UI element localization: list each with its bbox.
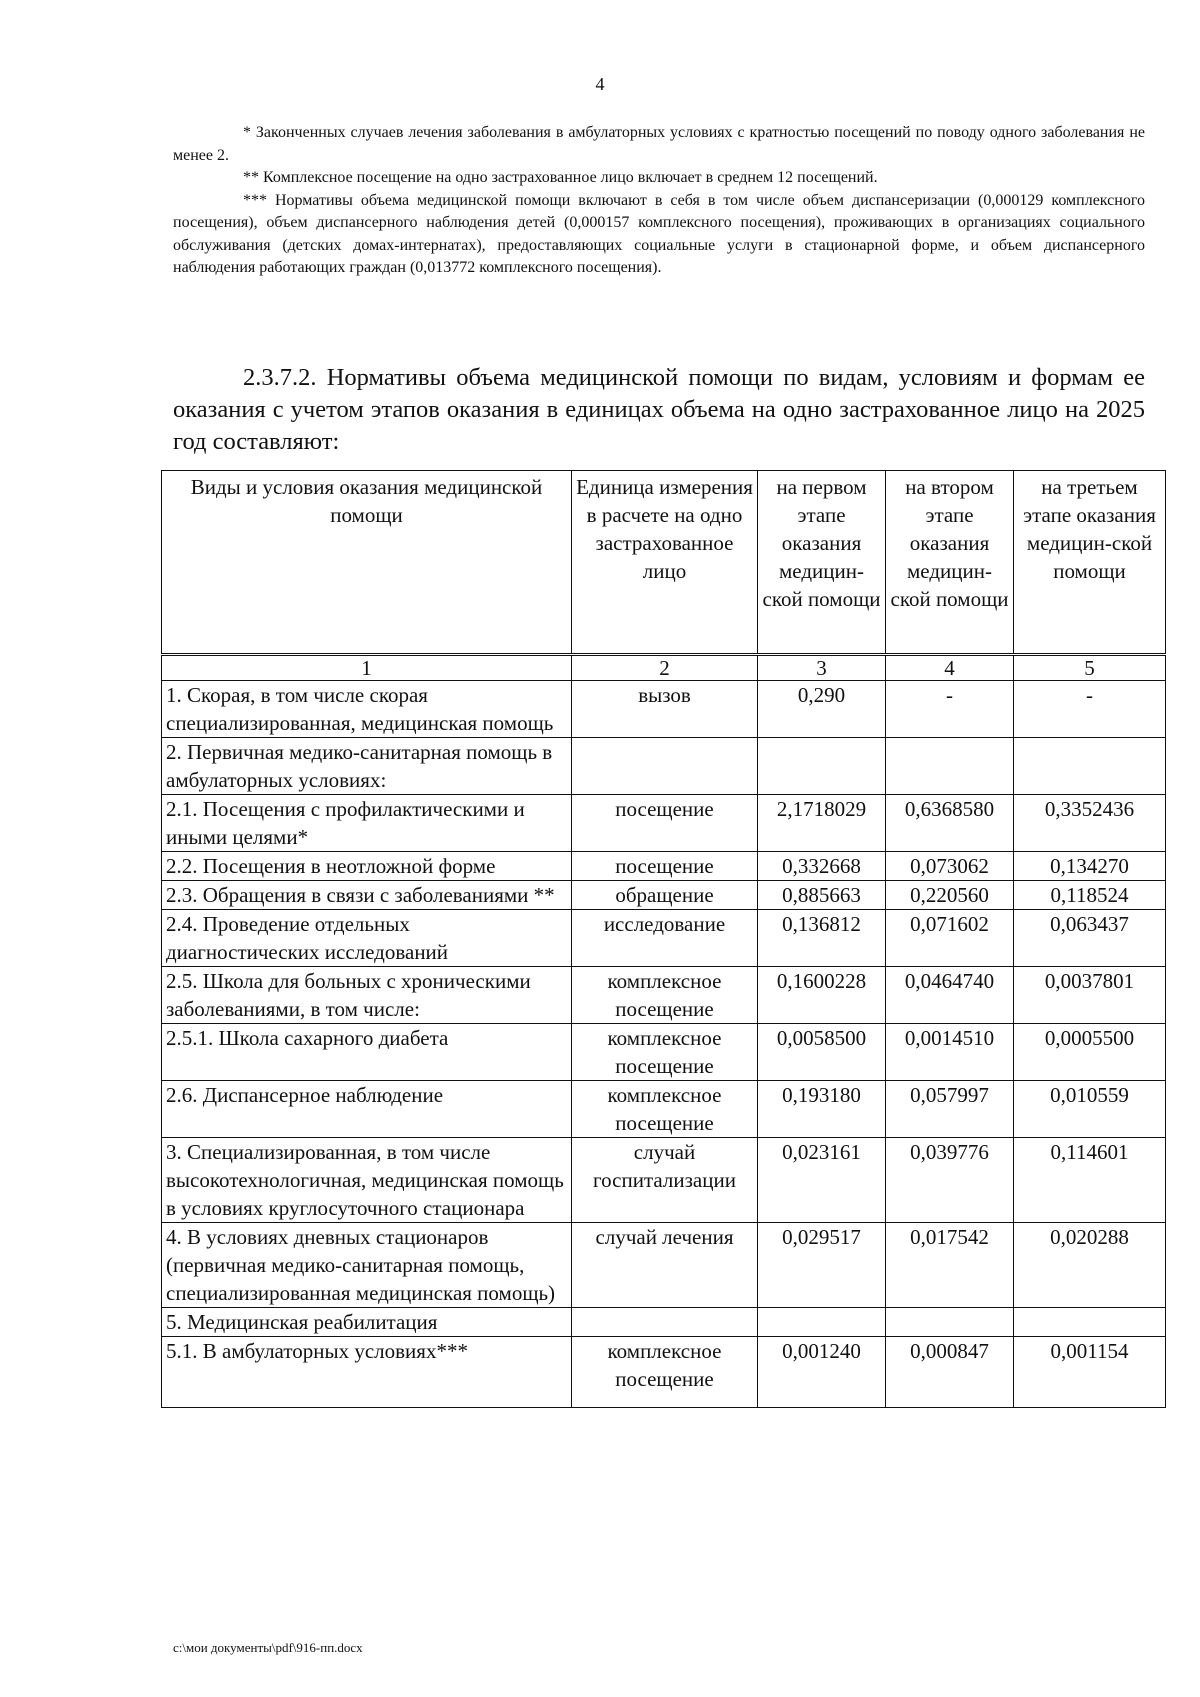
stage-2-value: 0,0014510 [886,1024,1014,1081]
stage-1-value: 0,0058500 [758,1024,886,1081]
table-row [162,910,1166,967]
care-type-cell: 2. Первичная медико-санитарная помощь в амбулаторных условиях: [162,738,572,795]
stage-2-value: - [886,681,1014,738]
stage-2-value [886,1308,1014,1337]
page-number: 4 [595,74,605,94]
stage-1-value: 0,290 [758,681,886,738]
stage-1-value [758,738,886,795]
care-type-cell: 2.4. Проведение отдельных диагностических исследований [162,910,572,967]
unit-cell: комплексное посещение [572,967,758,1024]
stage-2-value: 0,071602 [886,910,1014,967]
care-type-cell: 5. Медицинская реабилитация [162,1308,572,1337]
stage-3-value: 0,0005500 [1014,1024,1166,1081]
care-type-cell: 5.1. В амбулаторных условиях*** [162,1337,572,1408]
unit-cell: обращение [572,881,758,910]
table-row [162,1024,1166,1081]
column-number: 4 [886,655,1014,681]
table-row [162,852,1166,881]
stage-1-value: 0,029517 [758,1223,886,1308]
stage-1-value: 0,136812 [758,910,886,967]
footnote-1: * Законченных случаев лечения заболевания в амбулаторных условиях с кратностью посещений по поводу одного заболевания не менее 2. [173,124,1145,164]
file-path: c:\мои документы\pdf\916-пп.docx [173,1640,363,1655]
stage-3-value: 0,001154 [1014,1337,1166,1408]
care-type-cell: 2.2. Посещения в неотложной форме [162,852,572,881]
stage-2-value: 0,039776 [886,1138,1014,1223]
stage-2-value: 0,057997 [886,1081,1014,1138]
unit-cell: посещение [572,795,758,852]
column-number: 3 [758,655,886,681]
table-row [162,881,1166,910]
care-type-cell: 3. Специализированная, в том числе высокотехнологичная, медицинская помощь в условиях круглосуточного стационара [162,1138,572,1223]
care-type-cell: 4. В условиях дневных стационаров (первичная медико-санитарная помощь, специализированная медицинская помощь) [162,1223,572,1308]
stage-3-value: 0,118524 [1014,881,1166,910]
table-row [162,967,1166,1024]
unit-cell: исследование [572,910,758,967]
table-row [162,1337,1166,1408]
stage-2-value: 0,073062 [886,852,1014,881]
volume-norms-table [161,470,1166,1408]
stage-3-value [1014,738,1166,795]
table-row [162,1081,1166,1138]
care-type-cell: 2.3. Обращения в связи с заболеваниями ** [162,881,572,910]
unit-cell [572,738,758,795]
unit-cell: случай лечения [572,1223,758,1308]
care-type-cell: 2.6. Диспансерное наблюдение [162,1081,572,1138]
stage-3-value: 0,3352436 [1014,795,1166,852]
stage-1-value: 0,001240 [758,1337,886,1408]
unit-cell: вызов [572,681,758,738]
stage-3-value: 0,020288 [1014,1223,1166,1308]
care-type-cell: 1. Скорая, в том числе скорая специализированная, медицинская помощь [162,681,572,738]
stage-3-value: - [1014,681,1166,738]
table-row [162,738,1166,795]
stage-2-value: 0,017542 [886,1223,1014,1308]
unit-cell: комплексное посещение [572,1337,758,1408]
header-stage-1: на первом этапе оказания медицин-ской помощи [758,471,886,655]
column-number: 2 [572,655,758,681]
table-row [162,1138,1166,1223]
unit-cell: посещение [572,852,758,881]
unit-cell: комплексное посещение [572,1024,758,1081]
header-stage-2: на втором этапе оказания медицин-ской помощи [886,471,1014,655]
stage-1-value: 2,1718029 [758,795,886,852]
header-unit: Единица измерения в расчете на одно застрахованное лицо [572,471,758,655]
table-header-row [162,471,1166,655]
unit-cell [572,1308,758,1337]
table-row [162,1308,1166,1337]
stage-3-value: 0,010559 [1014,1081,1166,1138]
stage-1-value: 0,1600228 [758,967,886,1024]
footnote-3: *** Нормативы объема медицинской помощи включают в себя в том числе объем диспансеризации (0,000129 комплексного посещения), объем диспансерного наблюдения детей (0,000157 комплексного посещения), проживающих в организациях социального обслуживания (детских домах-интернатах), предоставляющих социальные услуги в стационарной форме, и объем диспансерного наблюдения работающих граждан (0,013772 комплексного посещения). [173,191,1145,276]
stage-1-value: 0,023161 [758,1138,886,1223]
column-number: 5 [1014,655,1166,681]
stage-2-value: 0,220560 [886,881,1014,910]
unit-cell: случай госпитализации [572,1138,758,1223]
stage-3-value: 0,0037801 [1014,967,1166,1024]
stage-2-value: 0,6368580 [886,795,1014,852]
header-care-type: Виды и условия оказания медицинской помощи [162,471,572,655]
header-stage-3: на третьем этапе оказания медицин-ской помощи [1014,471,1166,655]
footnote-2: ** Комплексное посещение на одно застрахованное лицо включает в среднем 12 посещений. [243,169,878,186]
stage-2-value: 0,000847 [886,1337,1014,1408]
section-heading: 2.3.7.2. Нормативы объема медицинской помощи по видам, условиям и формам ее оказания с учетом этапов оказания в единицах объема на одно застрахованное лицо на 2025 год составляют: [173,364,1145,455]
stage-1-value: 0,332668 [758,852,886,881]
footnotes [173,122,1145,280]
stage-3-value: 0,134270 [1014,852,1166,881]
stage-1-value: 0,193180 [758,1081,886,1138]
stage-3-value: 0,063437 [1014,910,1166,967]
unit-cell: комплексное посещение [572,1081,758,1138]
stage-3-value: 0,114601 [1014,1138,1166,1223]
table-row [162,681,1166,738]
care-type-cell: 2.5. Школа для больных с хроническими заболеваниями, в том числе: [162,967,572,1024]
table-row [162,795,1166,852]
stage-2-value [886,738,1014,795]
stage-1-value: 0,885663 [758,881,886,910]
column-number-row [162,655,1166,681]
stage-3-value [1014,1308,1166,1337]
stage-2-value: 0,0464740 [886,967,1014,1024]
stage-1-value [758,1308,886,1337]
care-type-cell: 2.1. Посещения с профилактическими и иными целями* [162,795,572,852]
table-row [162,1223,1166,1308]
column-number: 1 [162,655,572,681]
care-type-cell: 2.5.1. Школа сахарного диабета [162,1024,572,1081]
